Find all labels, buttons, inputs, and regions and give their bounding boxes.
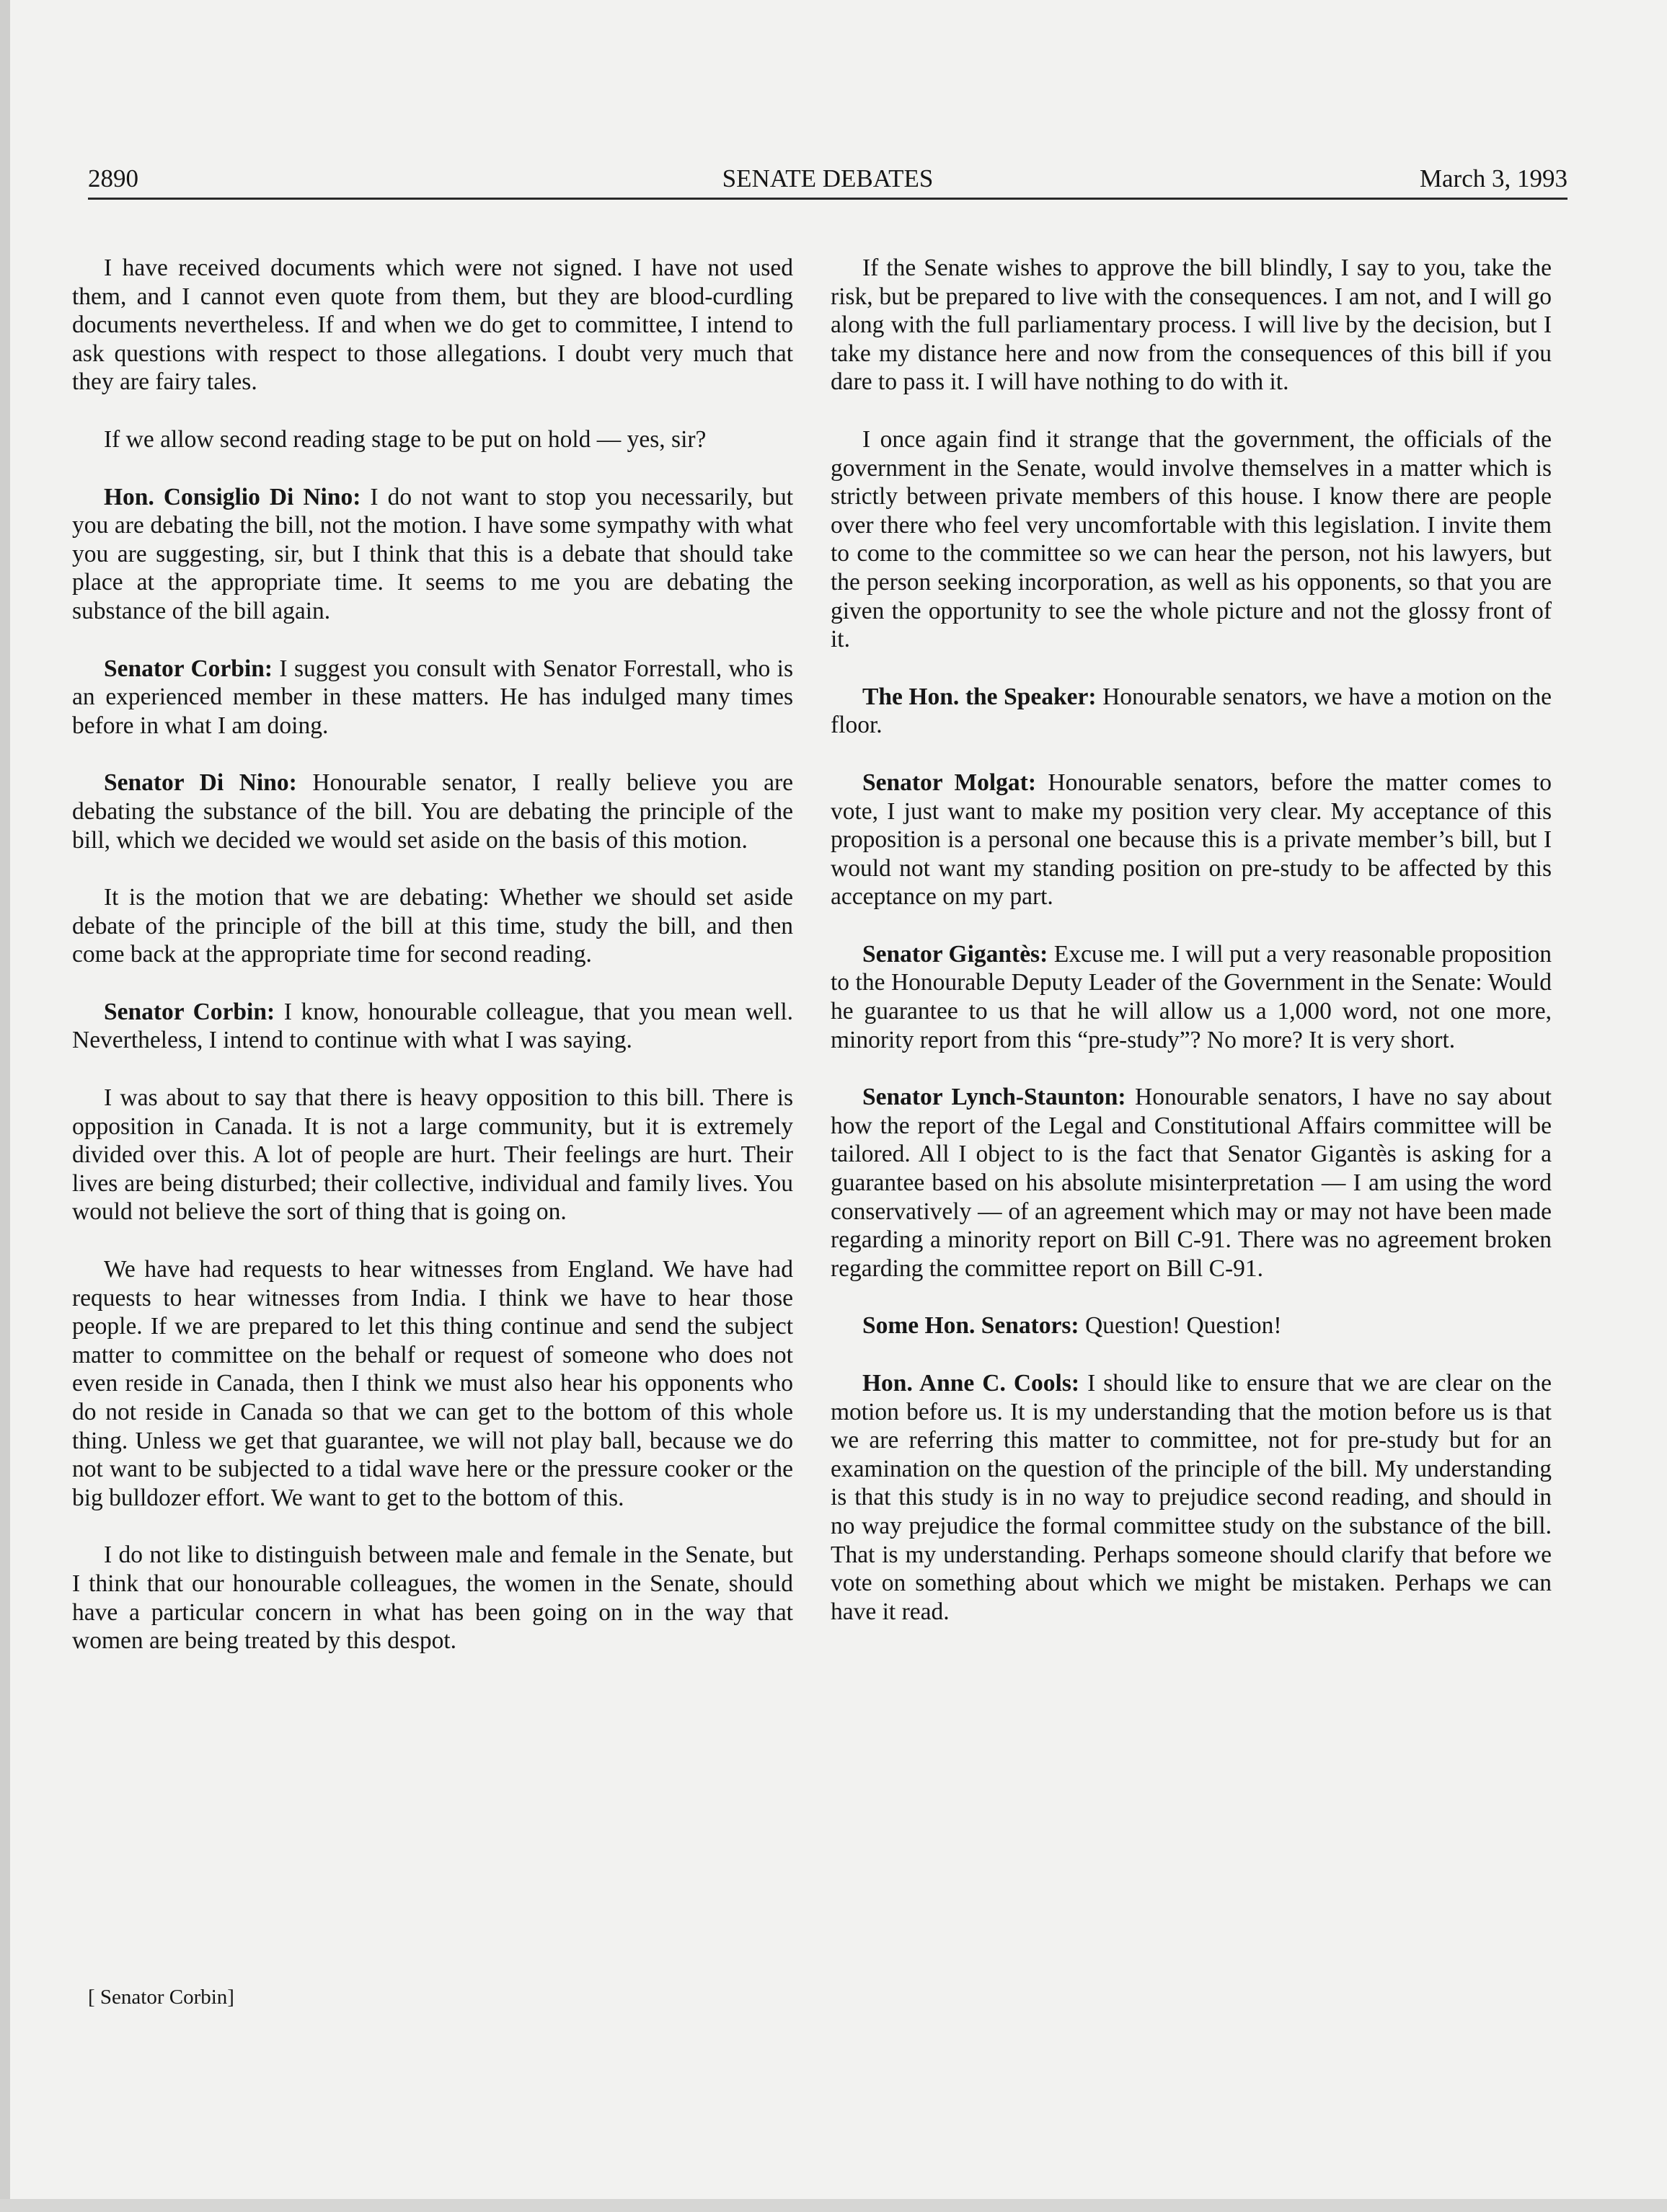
page-number: 2890 — [88, 164, 138, 193]
paragraph-text: I once again find it strange that the government, the officials of the government in the Senate, would involve themselves in a matter which is strictly between private members of this house. I know there are people over there who feel very uncomfortable with this legislation. I invite them to come to the committee so we can hear the person, not his lawyers, but the person seeking incorporation, as well as his opponents, so that you are given the opportunity to see the whole picture and not the glossy front of it. — [831, 425, 1552, 653]
paragraph — [72, 1541, 793, 1655]
paragraph — [72, 254, 793, 397]
speaker-name: Some Hon. Senators: — [862, 1312, 1079, 1340]
page-date: March 3, 1993 — [1419, 164, 1567, 193]
paragraph-text: If the Senate wishes to approve the bill blindly, I say to you, take the risk, but be prepared to live with the consequences. I am not, and I will go along with the full parliamentary process. I will live by the decision, but I take my distance here and now from the consequences of this bill if you dare to pass it. I will have nothing to do with it. — [831, 255, 1552, 396]
paragraph — [72, 1084, 793, 1226]
paragraph-text: Honourable senator, I really believe you are debating the substance of the bill. You are debating the principle of the bill, which we decided we would set aside on the basis of this motion. — [72, 769, 793, 854]
footer-attribution: [ Senator Corbin] — [88, 1986, 234, 2009]
paragraph — [831, 1311, 1552, 1340]
paragraph-text: I know, honourable colleague, that you mean well. Nevertheless, I intend to continue with what I was saying. — [72, 998, 794, 1054]
paragraph-text: I do not like to distinguish between male and female in the Senate, but I think that our honourable colleagues, the women in the Senate, should have a particular concern in what has been going on in the way that women are being treated by this despot. — [72, 1541, 793, 1655]
paragraph — [831, 940, 1552, 1054]
paragraph-text: I have received documents which were not signed. I have not used them, and I cannot even quote from them, but they are blood-curdling documents nevertheless. If and when we do get to committee, I intend to ask questions with respect to those allegations. I doubt very much that they are fairy tales. — [72, 255, 793, 396]
scan-edge-left — [0, 0, 10, 2212]
paragraph — [72, 1255, 793, 1512]
speaker-name: Hon. Anne C. Cools: — [862, 1370, 1080, 1397]
paragraph-text: It is the motion that we are debating: Whether we should set aside debate of the principle of the bill at this time, study the bill, and then come back at the appropriate time for second reading. — [72, 884, 793, 968]
paragraph-text: I suggest you consult with Senator Forrestall, who is an experienced member in these matters. He has indulged many times before in what I am doing. — [72, 655, 793, 739]
paragraph-text: I should like to ensure that we are clear on the motion before us. It is my understanding that the motion before us is that we are referring this matter to committee, not for pre-study but for an examination on the question of the principle of the bill. My understanding is that this study is in no way to prejudice second reading, and should in no way prejudice the formal committee study on the substance of the bill. That is my understanding. Perhaps someone should clarify that before we vote on something about which we might be mistaken. Perhaps we can have it read. — [831, 1370, 1552, 1625]
paragraph — [72, 998, 793, 1055]
speaker-name: Senator Corbin: — [104, 655, 273, 682]
paragraph — [831, 769, 1552, 911]
paragraph-text: Excuse me. I will put a very reasonable proposition to the Honourable Deputy Leader of the Government in the Senate: Would he guarantee to us that he will allow us a 1,000 word, not one more, minority report from this “pre-study”? No more? It is very short. — [831, 940, 1552, 1053]
paragraph-text: Honourable senators, I have no say about how the report of the Legal and Constitutional Affairs committee will be tailored. All I object to is the fact that Senator Gigantès is asking for a guarantee based on his absolute misinterpretation — I am using the word conservatively — of an agreement which may or may not have been made regarding a minority report on Bill C-91. There was no agreement broken regarding the committee report on Bill C-91. — [831, 1084, 1552, 1282]
scan-edge-bottom — [0, 2199, 1667, 2212]
paragraph-text: We have had requests to hear witnesses from England. We have had requests to hear witnesses from India. I think we have to hear those people. If we are prepared to let this thing continue and send the subject matter to committee on the behalf or request of someone who does not even reside in Canada, then I think we must also hear his opponents who do not reside in Canada so that we can get to the bottom of this whole thing. Unless we get that guarantee, we will not play ball, because we do not want to be subjected to a tidal wave here or the pressure cooker or the big bulldozer effort. We want to get to the bottom of this. — [72, 1256, 793, 1511]
paragraph-text: Honourable senators, we have a motion on the floor. — [831, 683, 1552, 739]
publication-title: SENATE DEBATES — [722, 164, 934, 193]
paragraph — [831, 1369, 1552, 1626]
paragraph-text: I was about to say that there is heavy opposition to this bill. There is opposition in Canada. It is not a large community, but it is extremely divided over this. A lot of people are hurt. Their feelings are hurt. Their lives are being disturbed; their collective, individual and family lives. You would not believe the sort of thing that is going on. — [72, 1084, 793, 1226]
paragraph — [72, 483, 793, 626]
left-column — [72, 254, 793, 1684]
paragraph-text: If we allow second reading stage to be put on hold — yes, sir? — [104, 425, 707, 453]
speaker-name: Senator Lynch-Staunton: — [862, 1084, 1126, 1111]
paragraph-text: Honourable senators, before the matter comes to vote, I just want to make my position very clear. My acceptance of this proposition is a personal one because this is a private member’s bill, but I would not want my standing position on pre-study to be affected by this acceptance on my part. — [831, 769, 1552, 911]
paragraph — [72, 655, 793, 740]
speaker-name: Senator Di Nino: — [104, 769, 297, 797]
paragraph — [72, 769, 793, 854]
paragraph — [831, 425, 1552, 654]
speaker-name: Senator Molgat: — [862, 769, 1036, 796]
speaker-name: Senator Gigantès: — [862, 940, 1048, 968]
paragraph — [831, 1083, 1552, 1283]
paragraph — [72, 425, 793, 454]
right-column — [831, 254, 1552, 1655]
paragraph — [831, 683, 1552, 740]
paragraph — [831, 254, 1552, 397]
paragraph — [72, 883, 793, 969]
page-header — [88, 162, 1567, 200]
paragraph-text: Question! Question! — [1084, 1312, 1282, 1340]
speaker-name: The Hon. the Speaker: — [862, 683, 1097, 710]
paragraph-text: I do not want to stop you necessarily, but you are debating the bill, not the motion. I have some sympathy with what you are suggesting, sir, but I think that this is a debate that should take place at the appropriate time. It seems to me you are debating the substance of the bill again. — [72, 483, 794, 624]
speaker-name: Senator Corbin: — [104, 998, 275, 1025]
speaker-name: Hon. Consiglio Di Nino: — [104, 483, 361, 510]
